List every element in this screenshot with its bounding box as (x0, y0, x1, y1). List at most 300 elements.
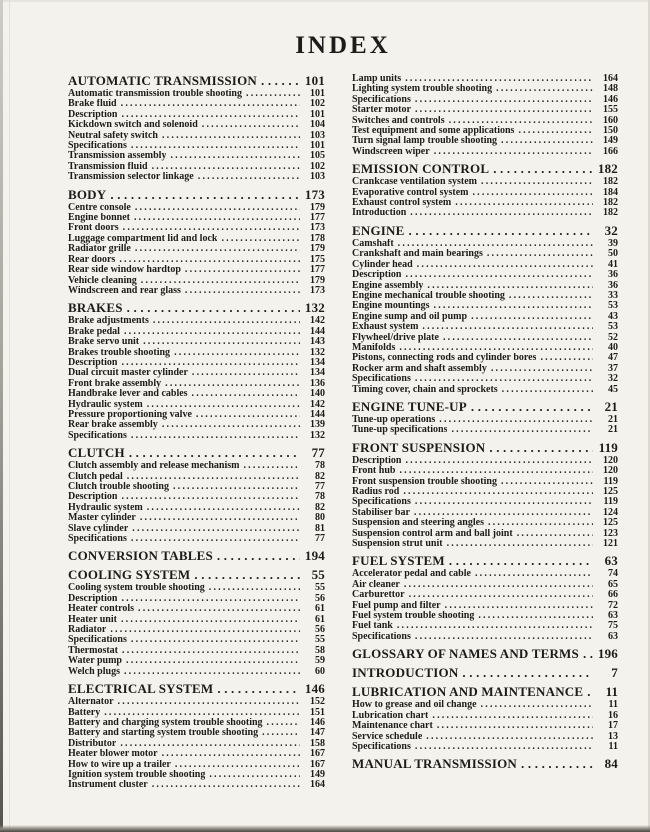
section-title-page-number: 101 (304, 73, 325, 88)
index-entry (68, 151, 325, 161)
index-entry (352, 374, 618, 384)
section-title (352, 685, 618, 699)
index-entry-page-number: 124 (603, 506, 618, 518)
index-section (352, 554, 618, 642)
dot-leader (414, 508, 593, 518)
index-entry (68, 708, 325, 718)
index-entry-page-number: 80 (315, 512, 325, 524)
index-entry-page-number: 178 (310, 232, 325, 244)
index-entry-page-number: 50 (608, 248, 618, 260)
dot-leader (202, 120, 300, 130)
index-entry (68, 286, 325, 296)
index-entry-page-number: 147 (310, 727, 325, 739)
section-title (352, 647, 618, 661)
index-entry (68, 172, 325, 182)
dot-leader (415, 632, 593, 642)
index-entry-label: Vehicle cleaning (68, 275, 137, 286)
dot-leader (217, 682, 300, 696)
index-entry-page-number: 78 (315, 460, 325, 472)
index-entry-page-number: 158 (310, 737, 325, 749)
index-entry-label: Engine sump and oil pump (352, 311, 468, 322)
index-entry-label: Centre console (68, 202, 131, 213)
dot-leader (471, 400, 593, 414)
dot-leader (185, 286, 300, 296)
index-entry (352, 569, 618, 579)
index-entry-label: Specifications (68, 534, 127, 545)
dot-leader (451, 425, 593, 435)
index-entry-label: Battery and starting system trouble shooting (68, 728, 259, 739)
index-entry-label: Cooling system trouble shooting (68, 583, 205, 594)
index-entry-page-number: 144 (310, 325, 325, 337)
index-entry-label: Luggage compartment lid and lock (68, 233, 218, 244)
dot-leader (110, 188, 300, 202)
dot-leader (174, 348, 300, 358)
index-entry-label: Clutch assembly and release mechanism (68, 461, 240, 472)
index-entry-page-number: 72 (608, 599, 618, 611)
index-entry-page-number: 36 (608, 269, 618, 281)
index-section (68, 568, 325, 677)
index-entry-label: Description (352, 270, 402, 281)
dot-leader (487, 249, 593, 259)
section-title-page-number: 194 (304, 548, 325, 564)
dot-leader (192, 389, 300, 399)
dot-leader (127, 301, 300, 315)
index-entry (68, 337, 325, 347)
index-entry-label: Battery and charging system trouble shooting (68, 717, 263, 728)
index-entry-label: Handbrake lever and cables (68, 389, 188, 400)
index-entry-label: Battery (68, 707, 101, 718)
index-entry-label: Rear brake assembly (68, 420, 158, 431)
section-title-page-number: 146 (304, 681, 325, 697)
section-title (68, 682, 325, 696)
index-entry (68, 162, 325, 172)
index-entry (352, 621, 618, 631)
index-entry (352, 353, 618, 363)
index-entry (68, 583, 325, 593)
index-entry (352, 539, 618, 549)
dot-leader (509, 291, 593, 301)
dot-leader (132, 524, 300, 534)
dot-leader (501, 477, 593, 487)
index-columns (68, 74, 618, 791)
index-entry (68, 513, 325, 523)
index-entry (352, 466, 618, 476)
index-entry (68, 728, 325, 738)
index-entry-page-number: 177 (310, 212, 325, 224)
index-entry-page-number: 140 (310, 388, 325, 400)
index-entry-page-number: 144 (310, 408, 325, 420)
index-entry-page-number: 101 (310, 88, 325, 99)
index-section (68, 446, 325, 544)
index-entry-page-number: 63 (608, 630, 618, 642)
index-entry (352, 425, 618, 435)
section-title-page-number: 173 (304, 186, 325, 202)
dot-leader (135, 203, 300, 213)
index-entry-label: Tune-up specifications (352, 425, 448, 436)
index-entry-page-number: 142 (310, 398, 325, 410)
index-entry (68, 203, 325, 213)
section-title-page-number: 77 (311, 445, 325, 461)
section-title-page-number: 7 (611, 665, 618, 681)
index-entry-label: Exhaust system (352, 322, 419, 333)
section-title-label: ENGINE TUNE-UP (352, 399, 467, 414)
index-entry-label: Clutch trouble shooting (68, 482, 169, 492)
index-entry-page-number: 81 (315, 522, 325, 534)
dot-leader (143, 337, 300, 347)
dot-leader (540, 353, 593, 363)
section-title (68, 74, 325, 88)
index-entry-page-number: 17 (608, 720, 618, 732)
dot-leader (422, 322, 593, 332)
index-entry-page-number: 136 (310, 377, 325, 389)
dot-leader (409, 590, 593, 600)
dot-leader (475, 569, 593, 579)
index-entry-label: Specifications (68, 141, 127, 152)
dot-leader (262, 728, 300, 738)
index-section (352, 441, 618, 550)
dot-leader (462, 666, 593, 680)
index-entry-label: Heater controls (68, 604, 135, 615)
index-entry-page-number: 55 (315, 582, 325, 594)
index-entry-label: Brake fluid (68, 99, 117, 110)
index-entry (352, 312, 618, 322)
index-entry-page-number: 56 (315, 592, 325, 604)
section-title-label: BODY (68, 187, 107, 202)
index-entry-label: Engine bonnet (68, 213, 130, 224)
index-entry (352, 249, 618, 259)
dot-leader (415, 105, 593, 115)
index-entry-page-number: 53 (608, 321, 618, 333)
dot-leader (443, 333, 593, 343)
index-entry-page-number: 120 (603, 465, 618, 477)
index-entry (68, 625, 325, 635)
index-entry-page-number: 125 (603, 517, 618, 529)
dot-leader (121, 615, 300, 625)
index-entry-label: Master cylinder (68, 513, 136, 524)
index-entry (68, 697, 325, 707)
index-entry (68, 780, 325, 790)
index-entry (68, 255, 325, 265)
index-entry-label: Specifications (68, 430, 127, 441)
dot-leader (217, 549, 300, 563)
dot-leader (152, 780, 300, 790)
dot-leader (119, 255, 300, 265)
index-entry-page-number: 74 (608, 568, 618, 580)
index-entry (352, 198, 618, 208)
section-title (352, 162, 618, 176)
section-title (352, 554, 618, 568)
index-entry-page-number: 101 (310, 108, 325, 120)
index-entry-page-number: 56 (315, 624, 325, 636)
index-section (68, 74, 325, 183)
dot-leader (140, 513, 300, 523)
index-entry-label: Thermostat (68, 645, 118, 656)
index-entry-label: Accelerator pedal and cable (352, 569, 471, 580)
index-entry-label: Lighting system trouble shooting (352, 84, 493, 95)
section-title-label: EMISSION CONTROL (352, 162, 490, 177)
index-entry (352, 742, 618, 752)
dot-leader (518, 126, 593, 136)
dot-leader (162, 749, 300, 759)
index-entry-page-number: 134 (310, 356, 325, 368)
dot-leader (162, 420, 300, 430)
index-entry-page-number: 152 (310, 696, 325, 708)
index-entry (352, 136, 618, 146)
dot-leader (583, 647, 593, 661)
index-entry (68, 316, 325, 326)
index-entry-label: Fuel pump and filter (352, 600, 441, 611)
index-entry-label: Crankcase ventilation system (352, 177, 477, 188)
index-entry-label: Windscreen and rear glass (68, 285, 181, 296)
dot-leader (405, 270, 593, 280)
index-entry (352, 260, 618, 270)
index-entry (352, 487, 618, 497)
index-entry-label: Crankshaft and main bearings (352, 249, 483, 260)
index-entry (68, 327, 325, 337)
dot-leader (403, 487, 593, 497)
dot-leader (141, 276, 300, 286)
section-title-label: MANUAL TRANSMISSION (352, 757, 518, 772)
index-entry-label: Timing cover, chain and sprockets (352, 384, 498, 395)
index-entry-label: Radiator (68, 625, 107, 636)
index-entry (68, 358, 325, 368)
dot-leader (121, 110, 300, 120)
index-entry (68, 646, 325, 656)
index-entry-label: Distributor (68, 738, 117, 749)
index-entry (352, 711, 618, 721)
index-entry-page-number: 149 (603, 135, 618, 147)
index-entry (68, 348, 325, 358)
dot-leader (397, 621, 593, 631)
index-entry-page-number: 105 (310, 150, 325, 162)
index-entry (68, 718, 325, 728)
index-entry-page-number: 66 (608, 589, 618, 601)
index-section (352, 666, 618, 680)
index-entry (68, 400, 325, 410)
index-entry (352, 239, 618, 249)
index-entry-label: Clutch pedal (68, 471, 123, 482)
index-entry-page-number: 65 (608, 578, 618, 590)
index-entry-label: Pistons, connecting rods and cylinder bores (352, 353, 537, 364)
section-title-page-number: 32 (604, 222, 618, 238)
index-entry-label: Brake pedal (68, 326, 120, 337)
index-entry-page-number: 61 (315, 603, 325, 615)
scan-edge-left-faint (9, 0, 10, 832)
index-entry (352, 611, 618, 621)
index-section (68, 301, 325, 441)
index-entry-page-number: 120 (603, 454, 618, 466)
index-entry-page-number: 148 (603, 83, 618, 95)
section-title-page-number: 119 (598, 439, 618, 455)
index-entry (68, 656, 325, 666)
dot-leader (121, 358, 300, 368)
index-entry (352, 84, 618, 94)
index-entry-page-number: 146 (310, 716, 325, 728)
dot-leader (152, 162, 300, 172)
index-entry-page-number: 132 (310, 346, 325, 358)
index-entry (68, 482, 325, 492)
index-entry-page-number: 179 (310, 274, 325, 286)
section-title (68, 301, 325, 315)
index-entry-label: Description (68, 593, 118, 604)
index-entry (68, 265, 325, 275)
index-entry-label: Water pump (68, 656, 122, 667)
dot-leader (489, 441, 593, 455)
index-entry-label: Specifications (68, 635, 127, 646)
index-entry (352, 518, 618, 528)
index-entry (352, 456, 618, 466)
index-entry (352, 590, 618, 600)
dot-leader (521, 757, 593, 771)
index-entry-page-number: 32 (608, 373, 618, 385)
index-entry-label: Stabiliser bar (352, 507, 410, 518)
dot-leader (502, 385, 593, 395)
dot-leader (147, 503, 300, 513)
dot-leader (124, 667, 300, 677)
dot-leader (134, 213, 300, 223)
dot-leader (445, 601, 593, 611)
index-entry-label: Ignition system trouble shooting (68, 769, 206, 780)
index-entry-label: Brake servo unit (68, 337, 140, 348)
dot-leader (493, 162, 593, 176)
dot-leader (209, 583, 300, 593)
dot-leader (417, 260, 593, 270)
index-entry (68, 604, 325, 614)
index-entry (68, 276, 325, 286)
dot-leader (449, 116, 593, 126)
index-section (68, 682, 325, 791)
index-entry-page-number: 150 (603, 125, 618, 137)
index-entry-label: Flywheel/drive plate (352, 332, 439, 343)
scan-edge-bottom (0, 825, 650, 832)
dot-leader (221, 234, 300, 244)
index-entry (68, 431, 325, 441)
dot-leader (131, 141, 300, 151)
index-entry-page-number: 123 (603, 527, 618, 539)
section-title (68, 446, 325, 460)
dot-leader (399, 343, 593, 353)
index-entry-page-number: 164 (603, 73, 618, 84)
dot-leader (198, 172, 300, 182)
dot-leader (246, 89, 300, 99)
index-entry (352, 529, 618, 539)
index-entry (68, 749, 325, 759)
index-entry-page-number: 167 (310, 748, 325, 760)
dot-leader (405, 456, 593, 466)
index-entry-page-number: 146 (603, 93, 618, 105)
index-entry (68, 492, 325, 502)
index-entry-page-number: 173 (310, 222, 325, 234)
index-entry-page-number: 11 (608, 699, 618, 711)
index-entry-page-number: 47 (608, 352, 618, 364)
index-entry-page-number: 102 (310, 160, 325, 172)
index-entry (68, 120, 325, 130)
index-entry (68, 524, 325, 534)
index-entry (68, 420, 325, 430)
index-entry (68, 110, 325, 120)
index-entry-label: Description (352, 455, 402, 466)
index-entry (352, 364, 618, 374)
index-entry-page-number: 102 (310, 98, 325, 110)
index-entry (68, 635, 325, 645)
section-title-label: ENGINE (352, 223, 405, 238)
index-section (352, 400, 618, 436)
section-title-page-number: 21 (604, 398, 618, 414)
index-entry-label: Suspension and steering angles (352, 518, 484, 529)
dot-leader (478, 611, 593, 621)
dot-leader (121, 492, 300, 502)
index-entry-label: Camshaft (352, 238, 394, 249)
index-entry-page-number: 184 (603, 186, 618, 198)
index-entry-page-number: 82 (315, 470, 325, 482)
index-entry-label: How to wire up a trailer (68, 759, 171, 770)
index-entry-label: Rear doors (68, 254, 116, 265)
index-entry-label: Suspension control arm and ball joint (352, 528, 513, 539)
dot-leader (129, 446, 300, 460)
section-title (68, 188, 325, 202)
index-entry-page-number: 77 (315, 533, 325, 545)
index-entry-label: Front suspension trouble shooting (352, 476, 497, 487)
index-entry-label: Turn signal lamp trouble shooting (352, 136, 498, 147)
index-entry (68, 461, 325, 471)
index-entry-label: Front hub (352, 466, 396, 477)
index-entry-page-number: 75 (608, 620, 618, 632)
dot-leader (434, 301, 593, 311)
index-entry-page-number: 39 (608, 237, 618, 249)
index-entry-page-number: 119 (603, 475, 618, 487)
index-entry-page-number: 58 (315, 644, 325, 656)
index-entry-label: Hydraulic system (68, 502, 143, 513)
dot-leader (496, 84, 593, 94)
index-entry-label: Starter motor (352, 105, 411, 116)
dot-leader (404, 580, 593, 590)
section-title (352, 400, 618, 414)
index-entry-page-number: 103 (310, 129, 325, 141)
index-entry-page-number: 142 (310, 315, 325, 327)
index-section (352, 224, 618, 395)
index-entry-page-number: 16 (608, 709, 618, 721)
index-section (352, 162, 618, 219)
index-entry-page-number: 11 (608, 740, 618, 752)
dot-leader (472, 188, 593, 198)
section-title-label: INTRODUCTION (352, 666, 459, 681)
dot-leader (488, 518, 593, 528)
index-entry-label: Kickdown switch and solenoid (68, 120, 198, 131)
dot-leader (434, 147, 593, 157)
dot-leader (405, 74, 593, 84)
index-entry (352, 497, 618, 507)
dot-leader (501, 136, 593, 146)
index-section (352, 685, 618, 752)
section-title (352, 441, 618, 455)
dot-leader (123, 223, 300, 233)
dot-leader (415, 742, 593, 752)
index-entry-page-number: 101 (310, 140, 325, 152)
index-entry-page-number: 43 (608, 310, 618, 322)
index-entry-label: How to grease and oil change (352, 700, 477, 711)
index-entry-label: Heater blower motor (68, 749, 158, 760)
dot-leader (120, 739, 300, 749)
index-entry (352, 208, 618, 218)
index-entry-page-number: 182 (603, 207, 618, 219)
index-entry-label: Service schedule (352, 731, 423, 742)
dot-leader (192, 368, 300, 378)
index-entry (352, 415, 618, 425)
index-entry (68, 472, 325, 482)
section-title-page-number: 196 (597, 646, 618, 662)
index-entry (68, 667, 325, 677)
dot-leader (162, 131, 300, 141)
